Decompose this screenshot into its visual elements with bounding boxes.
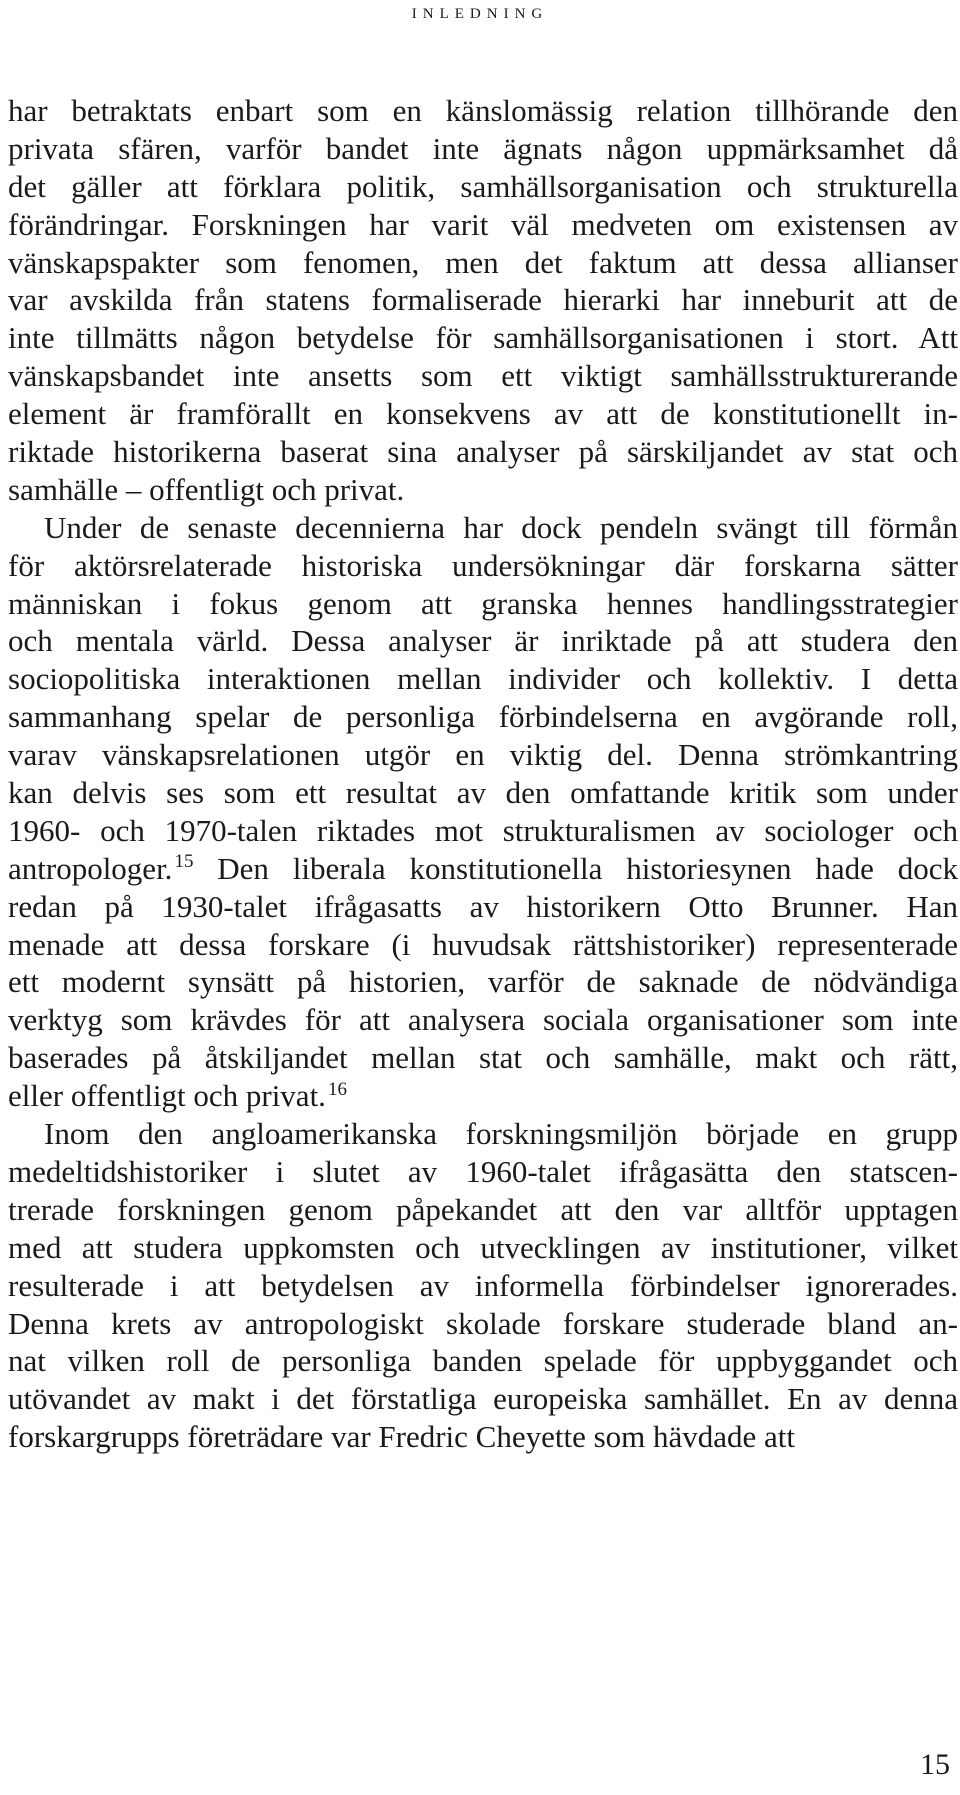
text-line: menade att dessa forskare (i huvudsak rättshistoriker) representerade — [8, 926, 958, 962]
footnote-reference-16[interactable]: 16 — [327, 1078, 347, 1100]
text-line: var avskilda från statens formaliserade hierarki har inneburit att de — [8, 282, 958, 318]
text-line: sociopolitiska interaktionen mellan individer och kollektiv. I detta — [8, 661, 958, 697]
text-line: Inom den angloamerikanska forskningsmiljön började en grupp — [44, 1116, 958, 1152]
text-segment: antropologer. — [8, 850, 173, 886]
text-line: verktyg som krävdes för att analysera sociala organisationer som inte — [8, 1002, 958, 1038]
text-line-with-footnote — [8, 1077, 958, 1115]
text-line: det gäller att förklara politik, samhällsorganisation och strukturella — [8, 168, 958, 204]
text-line: resulterade i att betydelsen av informella förbindelser ignorerades. — [8, 1267, 958, 1303]
text-line: ett modernt synsätt på historien, varför de saknade de nödvändiga — [8, 964, 958, 1000]
text-line: kan delvis ses som ett resultat av den omfattande kritik som under — [8, 775, 958, 811]
text-line-with-footnote — [8, 850, 958, 888]
text-line: inte tillmätts någon betydelse för samhällsorganisationen i stort. Att — [8, 320, 958, 356]
text-line: element är framförallt en konsekvens av att de konstitutionellt in- — [8, 396, 958, 432]
text-segment: Den liberala konstitutionella historiesynen hade dock — [193, 850, 958, 886]
text-line: varav vänskapsrelationen utgör en viktig del. Denna strömkantring — [8, 737, 958, 773]
text-line: vänskapspakter som fenomen, men det faktum att dessa allianser — [8, 244, 958, 280]
body-text — [8, 92, 958, 1456]
text-line: utövandet av makt i det förstatliga europeiska samhället. En av denna — [8, 1381, 958, 1417]
text-line: trerade forskningen genom påpekandet att den var alltför upptagen — [8, 1191, 958, 1227]
text-line: forskargrupps företrädare var Fredric Cheyette som hävdade att — [8, 1419, 796, 1455]
text-line: baserades på åtskiljandet mellan stat och samhälle, makt och rätt, — [8, 1040, 958, 1076]
text-line: för aktörsrelaterade historiska undersökningar där forskarna sätter — [8, 547, 958, 583]
text-line: medeltidshistoriker i slutet av 1960-talet ifrågasätta den statscen- — [8, 1153, 958, 1189]
text-line: riktade historikerna baserat sina analyser på särskiljandet av stat och — [8, 434, 958, 470]
text-line: sammanhang spelar de personliga förbindelserna en avgörande roll, — [8, 699, 958, 735]
footnote-reference-15[interactable]: 15 — [174, 851, 194, 873]
text-segment: eller offentligt och privat. — [8, 1078, 326, 1114]
page-number: 15 — [920, 1748, 950, 1781]
text-line: samhälle – offentligt och privat. — [8, 471, 405, 507]
text-line: 1960- och 1970-talen riktades mot strukturalismen av sociologer och — [8, 812, 958, 848]
running-head: inledning — [411, 0, 549, 23]
text-line: vänskapsbandet inte ansetts som ett viktigt samhällsstrukturerande — [8, 358, 958, 394]
text-line: med att studera uppkomsten och utvecklingen av institutioner, vilket — [8, 1229, 958, 1265]
text-line: förändringar. Forskningen har varit väl medveten om existensen av — [8, 206, 958, 242]
text-line: och mentala värld. Dessa analyser är inriktade på att studera den — [8, 623, 958, 659]
text-line: nat vilken roll de personliga banden spelade för uppbyggandet och — [8, 1343, 958, 1379]
text-line: har betraktats enbart som en känslomässig relation tillhörande den — [8, 93, 958, 128]
text-line: Under de senaste decennierna har dock pendeln svängt till förmån — [44, 509, 958, 545]
text-line: Denna krets av antropologiskt skolade forskare studerade bland an- — [8, 1305, 958, 1341]
text-line: redan på 1930-talet ifrågasatts av historikern Otto Brunner. Han — [8, 888, 958, 924]
text-line: privata sfären, varför bandet inte ägnats någon uppmärksamhet då — [8, 130, 958, 166]
text-line: människan i fokus genom att granska hennes handlingsstrategier — [8, 585, 958, 621]
